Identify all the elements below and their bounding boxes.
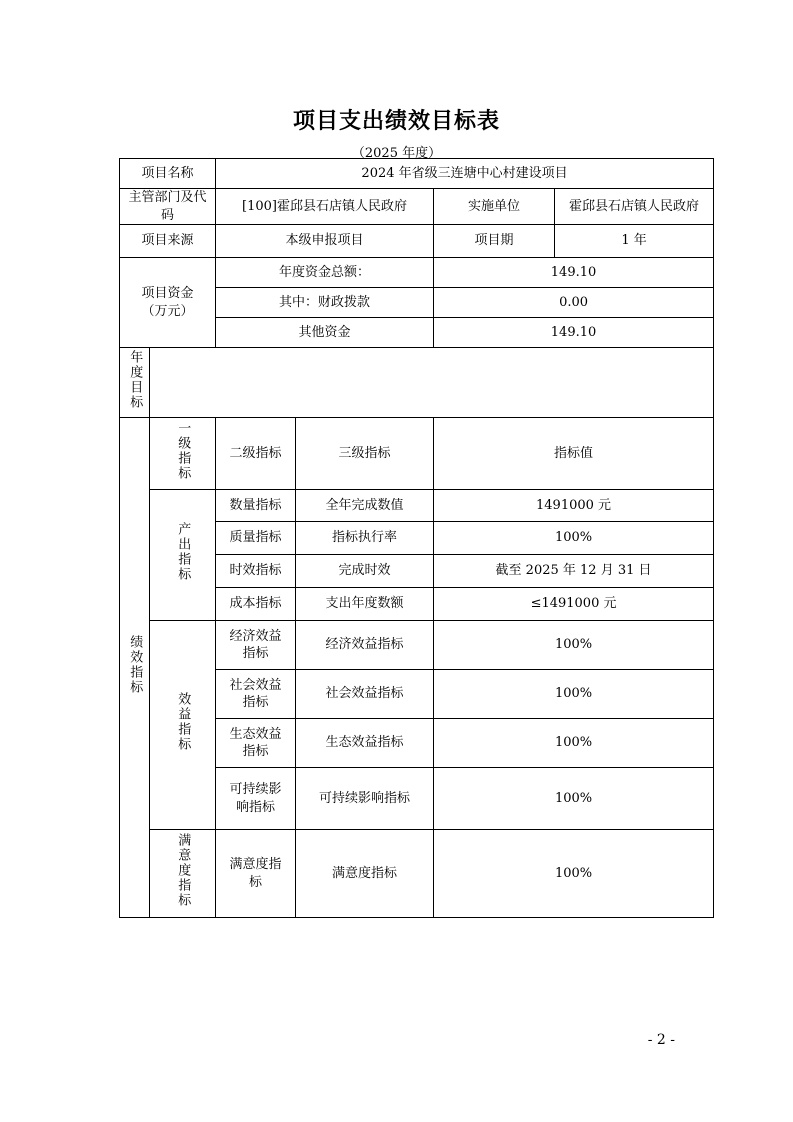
benefit-level2-3 xyxy=(216,768,296,830)
output-value-3: ≤1491000 元 xyxy=(434,588,714,621)
table-row xyxy=(120,159,714,189)
benefit-level2-1 xyxy=(216,670,296,719)
funds-total-value: 149.10 xyxy=(434,258,714,288)
satisfaction-level2-0-text: 满意度指标 xyxy=(229,857,282,890)
benefit-value-2: 100% xyxy=(434,719,714,768)
page-title: 项目支出绩效目标表 xyxy=(292,109,500,134)
header-level1-text: 一级指标 xyxy=(175,420,191,481)
benefit-label-text: 效益指标 xyxy=(175,692,191,753)
output-value-2: 截至 2025 年 12 月 31 日 xyxy=(434,555,714,588)
benefit-label xyxy=(150,621,216,830)
benefit-level3-2: 生态效益指标 xyxy=(296,719,434,768)
funds-fiscal-label: 其中：财政拨款 xyxy=(216,288,434,318)
impl-unit-cell xyxy=(434,189,714,225)
dept-value: [100]霍邱县石店镇人民政府 xyxy=(216,189,434,225)
benefit-level2-1-text: 社会效益指标 xyxy=(229,677,282,711)
period-value: 1 年 xyxy=(621,233,647,249)
output-value-0: 1491000 元 xyxy=(434,490,714,522)
project-name-label: 项目名称 xyxy=(120,159,216,189)
impl-unit-value: 霍邱县石店镇人民政府 xyxy=(569,198,700,214)
period-label: 项目期 xyxy=(434,225,555,257)
table-row xyxy=(120,225,714,258)
performance-target-table xyxy=(119,158,714,918)
funds-total-label: 年度资金总额： xyxy=(216,258,434,288)
table-row xyxy=(120,621,714,670)
funds-label-text: 项目资金（万元） xyxy=(141,286,194,319)
output-level2-3: 成本指标 xyxy=(216,588,296,621)
output-label-text: 产出指标 xyxy=(175,522,191,583)
output-level3-2: 完成时效 xyxy=(296,555,434,588)
satisfaction-value-0: 100% xyxy=(434,830,714,918)
benefit-level2-2 xyxy=(216,719,296,768)
header-value: 指标值 xyxy=(434,418,714,490)
source-label: 项目来源 xyxy=(120,225,216,258)
table-row xyxy=(120,189,714,225)
output-level3-3: 支出年度数额 xyxy=(296,588,434,621)
benefit-level3-3: 可持续影响指标 xyxy=(296,768,434,830)
table-row xyxy=(120,418,714,490)
benefit-value-1: 100% xyxy=(434,670,714,719)
output-value-1: 100% xyxy=(434,522,714,555)
output-level3-1: 指标执行率 xyxy=(296,522,434,555)
output-level3-0: 全年完成数值 xyxy=(296,490,434,522)
satisfaction-label xyxy=(150,830,216,918)
output-level2-0: 数量指标 xyxy=(216,490,296,522)
benefit-level2-0 xyxy=(216,621,296,670)
year-label: （2025 年度） xyxy=(351,146,442,161)
source-value: 本级申报项目 xyxy=(216,225,434,258)
annual-goal-content xyxy=(150,348,714,418)
funds-other-value: 149.10 xyxy=(434,318,714,348)
benefit-level2-0-text: 经济效益指标 xyxy=(229,628,282,662)
funds-other-label: 其他资金 xyxy=(216,318,434,348)
table-row xyxy=(120,830,714,918)
performance-label-text: 绩效指标 xyxy=(127,634,143,695)
output-label xyxy=(150,490,216,621)
benefit-level2-2-text: 生态效益指标 xyxy=(229,726,282,760)
annual-goal-label-text: 年度目标 xyxy=(127,349,143,410)
satisfaction-level3-0: 满意度指标 xyxy=(296,830,434,918)
page-number: - 2 - xyxy=(647,1032,675,1048)
table-row xyxy=(120,348,714,418)
header-level2: 二级指标 xyxy=(216,418,296,490)
output-level2-2: 时效指标 xyxy=(216,555,296,588)
benefit-level3-0: 经济效益指标 xyxy=(296,621,434,670)
header-level3: 三级指标 xyxy=(296,418,434,490)
funds-fiscal-value: 0.00 xyxy=(434,288,714,318)
satisfaction-level2-0 xyxy=(216,830,296,918)
benefit-level2-3-text: 可持续影响指标 xyxy=(229,782,282,815)
annual-goal-label xyxy=(120,348,150,418)
impl-unit-label: 实施单位 xyxy=(434,189,555,224)
dept-label: 主管部门及代码 xyxy=(120,189,216,225)
period-cell xyxy=(434,225,714,258)
header-level1 xyxy=(150,418,216,490)
satisfaction-label-text: 满意度指标 xyxy=(175,833,191,909)
benefit-level3-1: 社会效益指标 xyxy=(296,670,434,719)
performance-label xyxy=(120,418,150,918)
benefit-value-3: 100% xyxy=(434,768,714,830)
table-row xyxy=(120,490,714,522)
project-name-value: 2024 年省级三连塘中心村建设项目 xyxy=(216,159,714,189)
output-level2-1: 质量指标 xyxy=(216,522,296,555)
benefit-value-0: 100% xyxy=(434,621,714,670)
table-row xyxy=(120,258,714,288)
funds-label xyxy=(120,258,216,348)
